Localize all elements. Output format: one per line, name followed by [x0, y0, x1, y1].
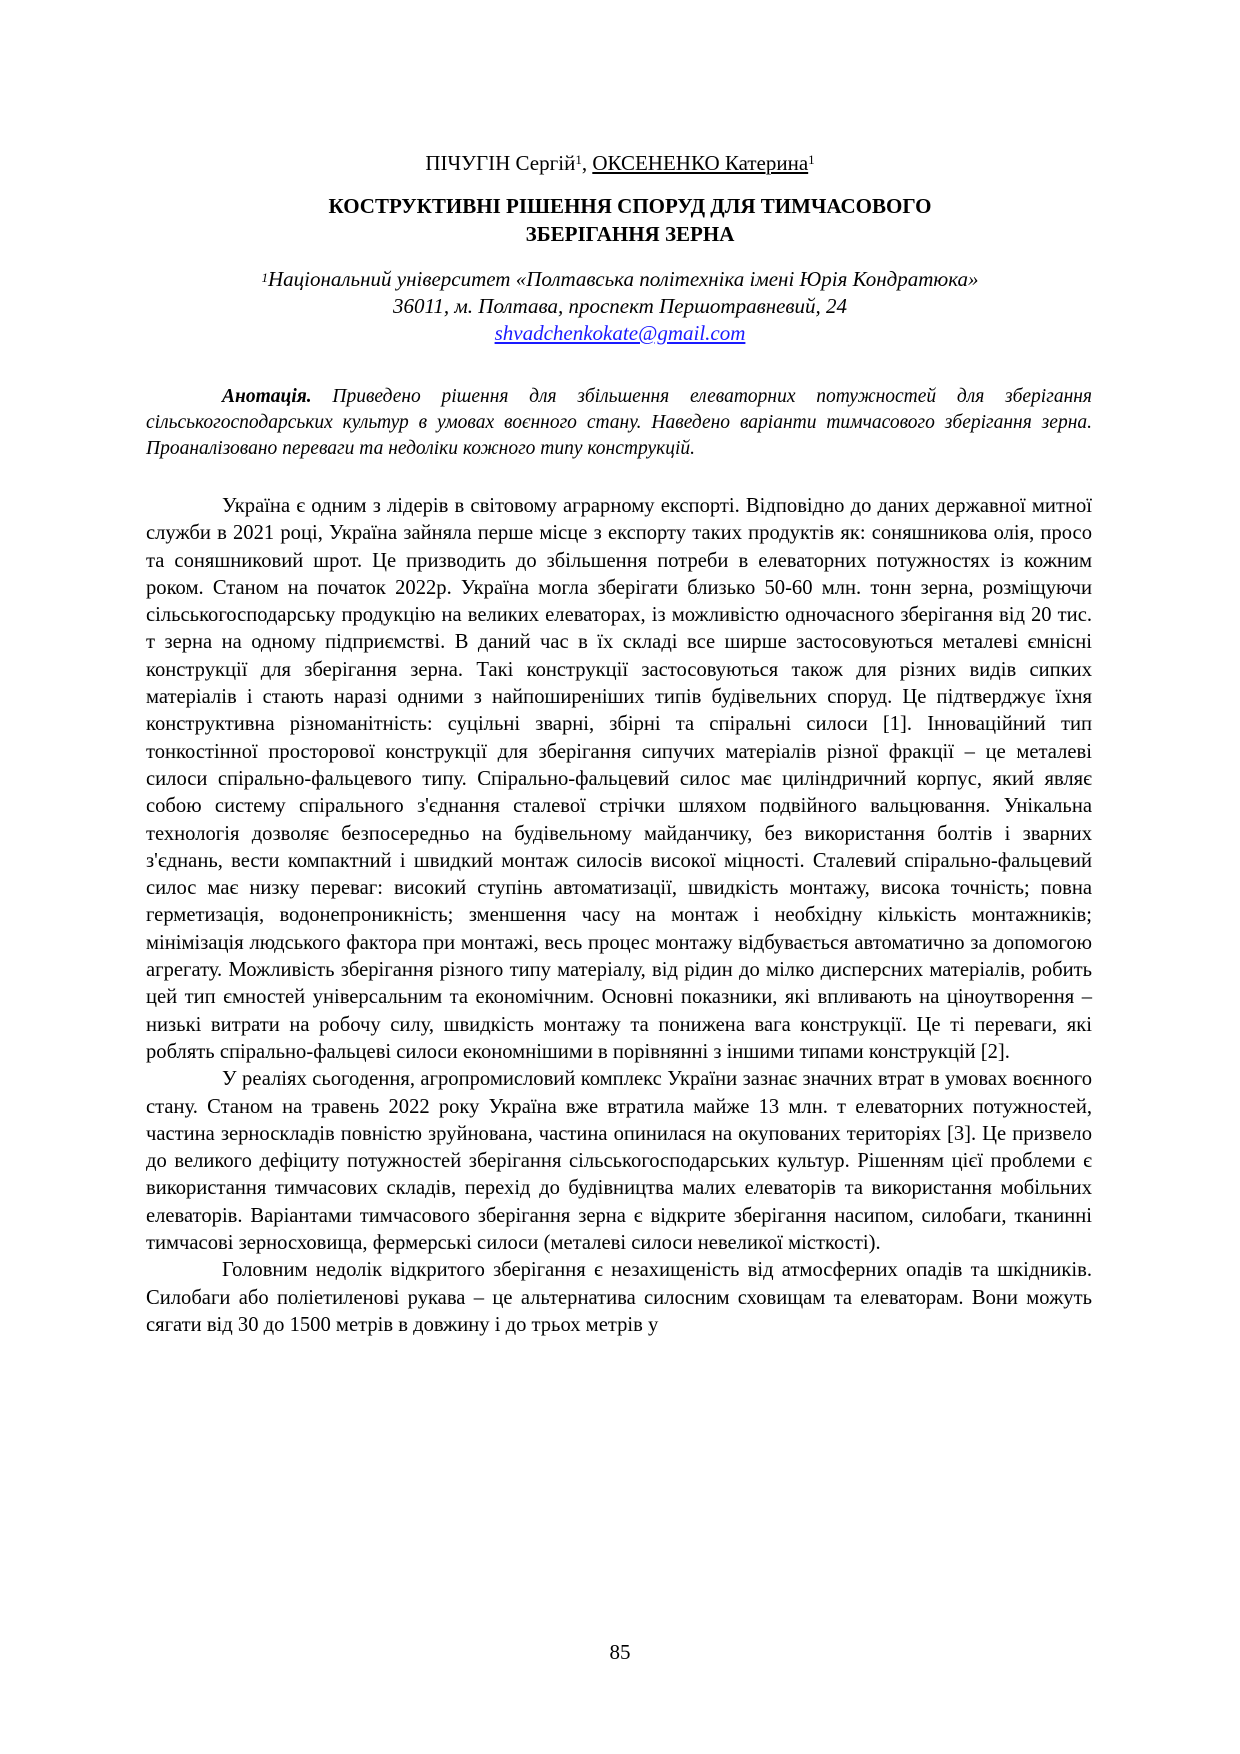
title-line: ЗБЕРІГАННЯ ЗЕРНА	[525, 222, 735, 246]
affiliation-marker: 1	[261, 270, 268, 285]
email-link[interactable]: shvadchenkokate@gmail.com	[494, 321, 746, 345]
body-text	[146, 493, 1092, 1339]
institution-name: Національний університет «Полтавська політехніка імені Юрія Кондратюка»	[267, 267, 979, 291]
paper-title	[250, 192, 1010, 248]
authors-line	[0, 150, 1240, 176]
abstract-text: Приведено рішення для збільшення елеваторних потужностей для зберігання сільськогосподарських культур в умовах воєнного стану. Наведено варіанти тимчасового зберігання зерна. Проаналізовано переваги та недоліки кожного типу конструкцій.	[146, 386, 1092, 459]
author-name: ПІЧУГІН Сергій	[425, 151, 576, 175]
affiliation-marker: 1	[808, 152, 815, 167]
paragraph: Головним недолік відкритого зберігання є незахищеність від атмосферних опадів та шкідників. Силобаги або поліетиленові рукава – це альтернатива силосним сховищам та елеваторам. Вони можуть сягати від 30 до 1500 метрів в довжину і до трьох метрів у	[146, 1259, 1092, 1336]
abstract-label: Анотація.	[222, 386, 312, 407]
page-number: 85	[609, 1640, 631, 1664]
author-separator: ,	[581, 151, 593, 175]
paragraph: У реаліях сьогодення, агропромисловий комплекс України зазнає значних втрат в умовах воєнного стану. Станом на травень 2022 року Україна вже втратила майже 13 млн. т елеваторних потужностей, частина зерноскладів повністю зруйнована, частина опинилася на окупованих територіях [3]. Це призвело до великого дефіциту потужностей зберігання сільськогосподарських культур. Рішенням цієї проблеми є використання тимчасових складів, перехід до будівництва малих елеваторів та використання мобільних елеваторів. Варіантами тимчасового зберігання зерна є відкрите зберігання насипом, силобаги, тканинні тимчасові зерносховища, фермерські силоси (металеві силоси невеликої місткості).	[146, 1068, 1092, 1255]
author-name-presenting: ОКСЕНЕНКО Катерина	[592, 151, 809, 175]
institution-address: 36011, м. Полтава, проспект Першотравневий, 24	[392, 294, 848, 318]
affiliation-marker: 1	[575, 152, 582, 167]
paragraph: Україна є одним з лідерів в світовому аграрному експорті. Відповідно до даних державної митної служби в 2021 році, Україна зайняла перше місце з експорту таких продуктів як: соняшникова олія, просо та соняшниковий шрот. Це призводить до збільшення потреби в елеваторних потужностях із кожним роком. Станом на початок 2022р. Україна могла зберігати близько 50-60 млн. тонн зерна, розміщуючи сільськогосподарську продукцію на великих елеваторах, із можливістю одночасного зберігання від 20 тис. т зерна на одному підприємстві. В даний час в їх складі все ширше застосовуються металеві ємнісні конструкції для зберігання зерна. Такі конструкції застосовуються також для різних видів сипких матеріалів і стають наразі одними з найпоширеніших типів будівельних споруд. Це підтверджує їхня конструктивна різноманітність: суцільні зварні, збірні та спіральні силоси [1]. Інноваційний тип тонкостінної просторової конструкції для зберігання сипучих матеріалів різної фракції – це металеві силоси спірально-фальцевого типу. Спірально-фальцевий силос має циліндричний корпус, який являє собою систему спірального з'єднання сталевої стрічки шляхом подвійного вальцювання. Унікальна технологія дозволяє безпосередньо на будівельному майданчику, без використання болтів і зварних з'єднань, вести компактний і швидкий монтаж силосів високої міцності. Сталевий спірально-фальцевий силос має низку переваг: високий ступінь автоматизації, швидкість монтажу, висока точність; повна герметизація, водонепроникність; зменшення часу на монтаж і необхідну кількість монтажників; мінімізація людського фактора при монтажі, весь процес монтажу відбувається автоматично за допомогою агрегату. Можливість зберігання різного типу матеріалу, від рідин до мілко дисперсних матеріалів, робить цей тип ємностей універсальним та економічним. Основні показники, які впливають на ціноутворення – низькі витрати на робочу силу, швидкість монтажу та понижена вага конструкції. Це ті переваги, які роблять спірально-фальцеві силоси економнішими в порівнянні з іншими типами конструкцій [2].	[146, 495, 1092, 1063]
affiliation-block	[150, 266, 1090, 347]
title-line: КОСТРУКТИВНІ РІШЕННЯ СПОРУД ДЛЯ ТИМЧАСОВОГО	[328, 194, 932, 218]
abstract	[146, 384, 1092, 462]
